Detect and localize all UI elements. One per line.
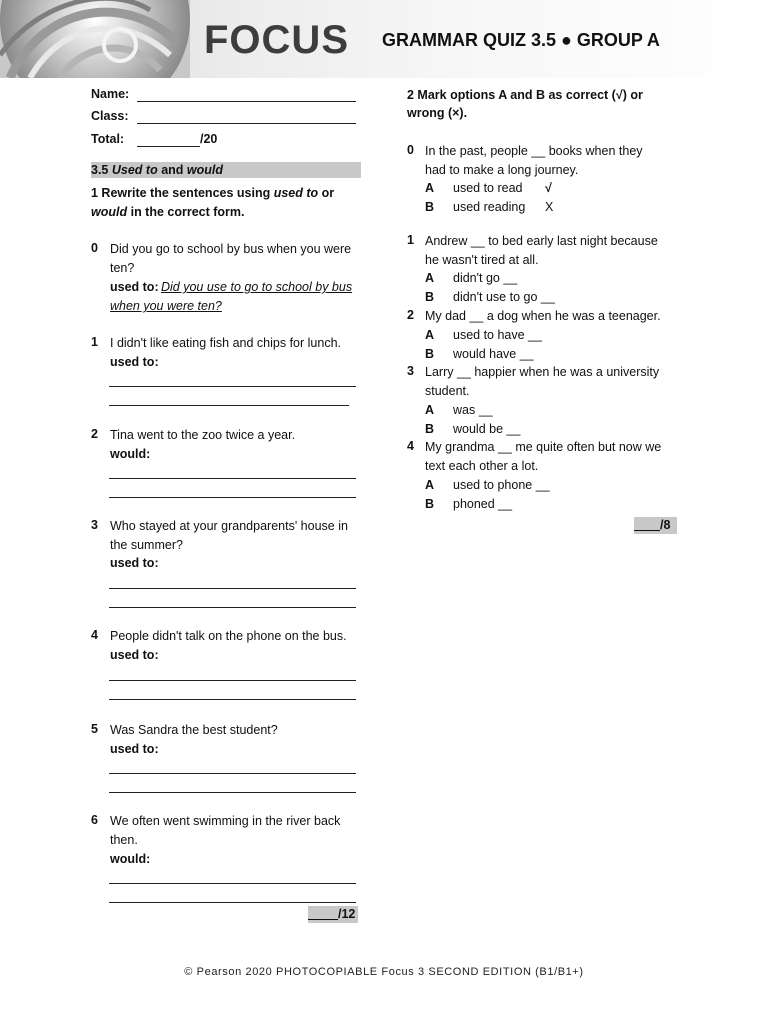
item-prompt-continued: text each other a lot. bbox=[425, 459, 539, 473]
item-number: 1 bbox=[407, 233, 414, 247]
item-prompt-continued: ten? bbox=[110, 261, 135, 275]
option-a-text: used to read bbox=[453, 181, 523, 195]
total-value: /20 bbox=[200, 132, 218, 146]
item-prompt-continued: student. bbox=[425, 384, 470, 398]
exercise-2-score: /8 bbox=[634, 517, 677, 534]
example-answer: Did you use to go to school by bus bbox=[161, 280, 353, 294]
page-header bbox=[0, 0, 768, 78]
item-prompt: We often went swimming in the river back bbox=[110, 814, 341, 828]
answer-line[interactable] bbox=[109, 588, 356, 589]
item-prompt-continued: he wasn't tired at all. bbox=[425, 253, 539, 267]
item-number: 2 bbox=[407, 308, 414, 322]
item-number: 0 bbox=[91, 241, 98, 255]
answer-line[interactable] bbox=[109, 386, 356, 387]
wrong-mark: X bbox=[545, 200, 554, 214]
exercise-1-instructions: 1 Rewrite the sentences using used to or would in the correct form. bbox=[91, 186, 335, 219]
page-footer: © Pearson 2020 PHOTOCOPIABLE Focus 3 SECOND EDITION (B1/B1+) bbox=[184, 966, 584, 978]
option-letter-a: A bbox=[425, 328, 435, 342]
answer-line[interactable] bbox=[109, 902, 356, 903]
option-letter-b: B bbox=[425, 200, 435, 214]
quiz-title: GRAMMAR QUIZ 3.5 ● GROUP A bbox=[382, 30, 660, 50]
item-prompt: I didn't like eating fish and chips for lunch. bbox=[110, 336, 341, 350]
correct-mark: √ bbox=[545, 181, 552, 195]
answer-line[interactable] bbox=[109, 478, 356, 479]
option-letter-b: B bbox=[425, 290, 435, 304]
item-prompt-continued: then. bbox=[110, 833, 138, 847]
item-prompt: Who stayed at your grandparents' house in bbox=[110, 519, 348, 533]
answer-line[interactable] bbox=[109, 405, 349, 406]
name-label: Name: bbox=[91, 87, 130, 101]
item-number: 0 bbox=[407, 143, 414, 157]
item-prompt: Tina went to the zoo twice a year. bbox=[110, 428, 296, 442]
option-letter-a: A bbox=[425, 478, 435, 492]
option-a-text[interactable]: used to phone __ bbox=[453, 478, 550, 492]
item-number: 3 bbox=[91, 518, 98, 532]
answer-line[interactable] bbox=[109, 773, 356, 774]
item-number: 1 bbox=[91, 335, 98, 349]
answer-line[interactable] bbox=[109, 680, 356, 681]
item-cue: used to: bbox=[110, 648, 159, 662]
option-b-text[interactable]: didn't use to go __ bbox=[453, 290, 555, 304]
option-letter-a: A bbox=[425, 403, 435, 417]
class-label: Class: bbox=[91, 109, 129, 123]
answer-line[interactable] bbox=[109, 497, 356, 498]
item-number: 4 bbox=[91, 628, 98, 642]
option-letter-b: B bbox=[425, 347, 435, 361]
option-a-text[interactable]: didn't go __ bbox=[453, 271, 518, 285]
option-b-text[interactable]: would have __ bbox=[453, 347, 534, 361]
option-b-text: used reading bbox=[453, 200, 526, 214]
item-cue: used to: bbox=[110, 556, 159, 570]
item-number: 2 bbox=[91, 427, 98, 441]
name-field[interactable] bbox=[137, 101, 356, 102]
item-cue: used to: bbox=[110, 355, 159, 369]
item-prompt-continued: had to make a long journey. bbox=[425, 163, 579, 177]
item-cue: would: bbox=[110, 852, 151, 866]
option-letter-a: A bbox=[425, 271, 435, 285]
exercise-2-instructions: 2 Mark options A and B as correct (√) or bbox=[407, 88, 643, 102]
exercise-2-instructions-continued: wrong (×). bbox=[407, 106, 468, 120]
option-b-text[interactable]: phoned __ bbox=[453, 497, 513, 511]
item-cue: used to: bbox=[110, 742, 159, 756]
item-number: 5 bbox=[91, 722, 98, 736]
exercise-1-score: /12 bbox=[308, 906, 358, 923]
item-number: 4 bbox=[407, 439, 414, 453]
class-field[interactable] bbox=[137, 123, 356, 124]
option-b-text[interactable]: would be __ bbox=[453, 422, 521, 436]
section-heading: 3.5 Used to and would bbox=[91, 162, 361, 178]
option-a-text[interactable]: was __ bbox=[453, 403, 493, 417]
score-blank[interactable] bbox=[308, 906, 338, 920]
item-prompt: People didn't talk on the phone on the bus. bbox=[110, 629, 347, 643]
answer-line[interactable] bbox=[109, 792, 356, 793]
item-number: 6 bbox=[91, 813, 98, 827]
answer-line[interactable] bbox=[109, 699, 356, 700]
item-number: 3 bbox=[407, 364, 414, 378]
item-cue: would: bbox=[110, 447, 151, 461]
item-prompt: Andrew __ to bed early last night because bbox=[425, 234, 658, 248]
item-prompt: My grandma __ me quite often but now we bbox=[425, 440, 662, 454]
answer-line[interactable] bbox=[109, 883, 356, 884]
score-blank[interactable] bbox=[634, 517, 660, 531]
answer-line[interactable] bbox=[109, 607, 356, 608]
item-prompt: Did you go to school by bus when you were bbox=[110, 242, 352, 256]
item-prompt: In the past, people __ books when they bbox=[425, 144, 643, 158]
focus-logo: FOCUS bbox=[204, 18, 349, 62]
option-a-text[interactable]: used to have __ bbox=[453, 328, 542, 342]
option-letter-b: B bbox=[425, 497, 435, 511]
total-label: Total: bbox=[91, 132, 125, 146]
logo-swirl-graphic bbox=[0, 0, 190, 78]
item-cue: used to: bbox=[110, 280, 159, 294]
option-letter-b: B bbox=[425, 422, 435, 436]
item-prompt: My dad __ a dog when he was a teenager. bbox=[425, 309, 661, 323]
example-answer-continued: when you were ten? bbox=[110, 299, 222, 313]
item-prompt-continued: the summer? bbox=[110, 538, 183, 552]
item-prompt: Larry __ happier when he was a university bbox=[425, 365, 660, 379]
item-prompt: Was Sandra the best student? bbox=[110, 723, 278, 737]
option-letter-a: A bbox=[425, 181, 435, 195]
total-field[interactable] bbox=[137, 146, 200, 147]
